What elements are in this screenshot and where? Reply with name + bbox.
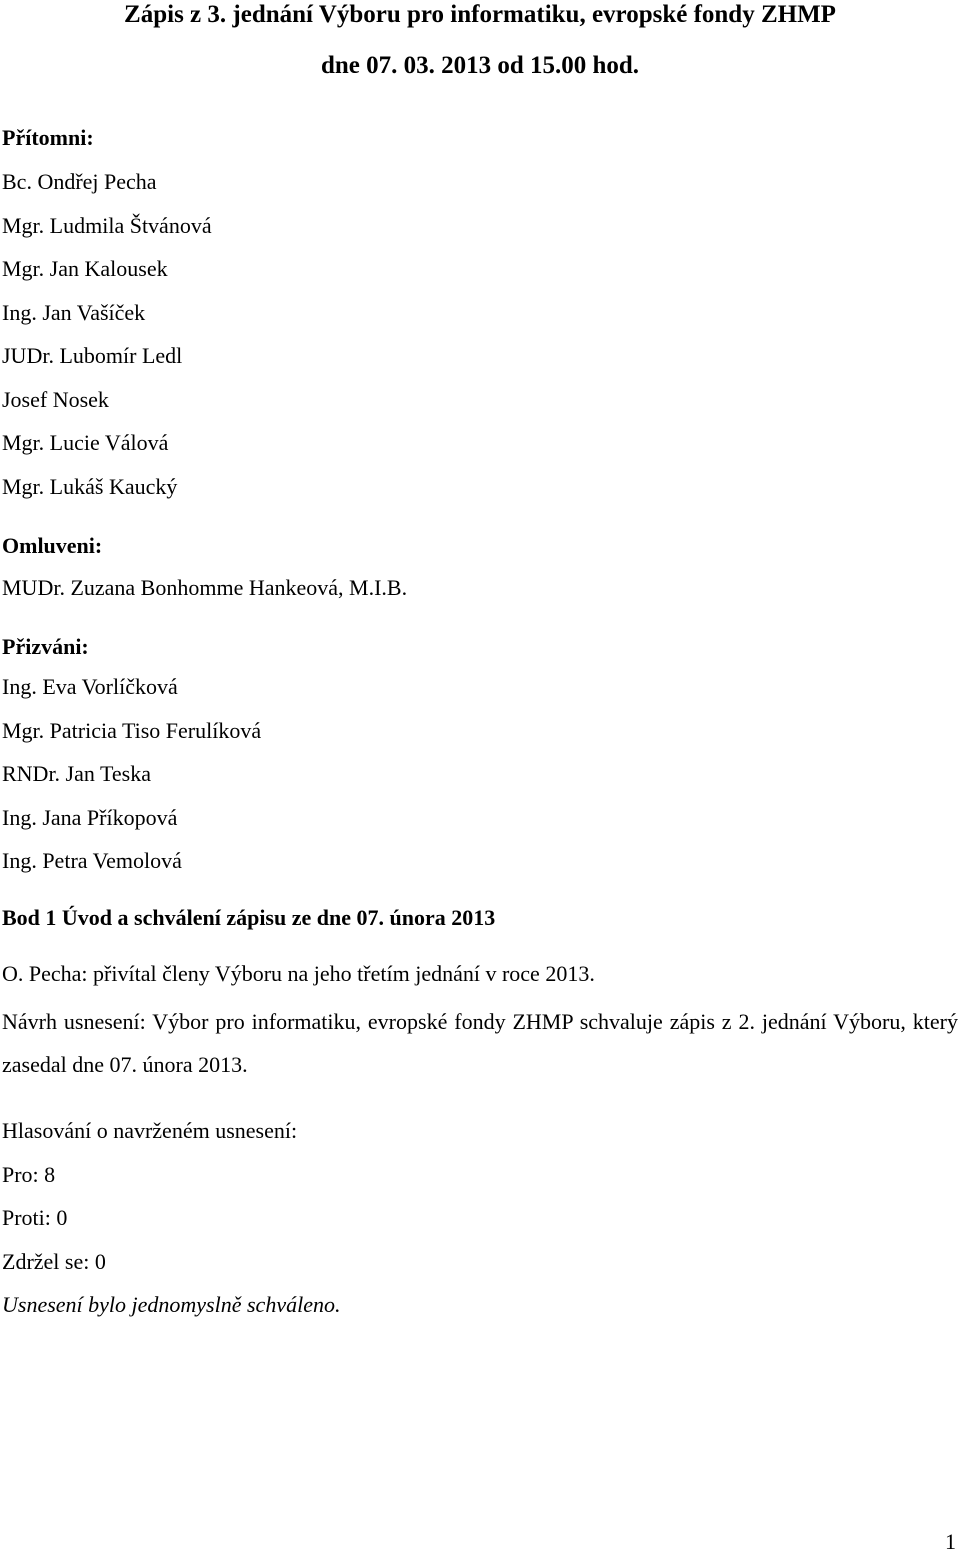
vote-for: Pro: 8 <box>2 1162 56 1187</box>
list-item: Mgr. Lukáš Kaucký <box>2 473 178 499</box>
list-item: Mgr. Ludmila Štvánová <box>2 212 212 238</box>
invited-list <box>2 665 960 883</box>
list-item: Ing. Jan Vašíček <box>2 299 146 325</box>
excused-label: Omluveni: <box>2 533 103 558</box>
list-item: Mgr. Lucie Válová <box>2 430 169 455</box>
list-item: Josef Nosek <box>2 386 109 412</box>
vote-abstain: Zdržel se: 0 <box>2 1249 106 1274</box>
list-item: RNDr. Jan Teska <box>2 761 151 786</box>
present-list <box>2 160 960 508</box>
invited-label: Přizváni: <box>2 634 89 659</box>
vote-against: Proti: 0 <box>2 1205 68 1230</box>
vote-label: Hlasování o navrženém usnesení: <box>2 1118 298 1143</box>
document-title: Zápis z 3. jednání Výboru pro informatiku, evropské fondy ZHMP <box>124 1 836 28</box>
page-number: 1 <box>945 1529 956 1554</box>
list-item: Mgr. Jan Kalousek <box>2 256 168 281</box>
list-item: JUDr. Lubomír Ledl <box>2 343 183 368</box>
list-item: Ing. Jana Příkopová <box>2 804 178 830</box>
list-item: Ing. Eva Vorlíčková <box>2 674 178 699</box>
resolution-result: Usnesení bylo jednomyslně schváleno. <box>2 1292 341 1317</box>
present-label: Přítomni: <box>2 125 94 150</box>
item1-heading: Bod 1 Úvod a schválení zápisu ze dne 07. února 2013 <box>2 905 496 930</box>
item1-text: O. Pecha: přivítal členy Výboru na jeho třetím jednání v roce 2013. <box>2 961 595 986</box>
list-item: MUDr. Zuzana Bonhomme Hankeová, M.I.B. <box>2 575 408 600</box>
excused-list <box>2 566 960 610</box>
item1-proposal: Návrh usnesení: Výbor pro informatiku, evropské fondy ZHMP schvaluje zápis z 2. jednání Výboru, který zasedal dne 07. února 2013. <box>2 1009 958 1077</box>
document-date: dne 07. 03. 2013 od 15.00 hod. <box>320 52 640 79</box>
list-item: Ing. Petra Vemolová <box>2 848 182 873</box>
list-item: Mgr. Patricia Tiso Ferulíková <box>2 717 262 743</box>
list-item: Bc. Ondřej Pecha <box>2 169 157 194</box>
